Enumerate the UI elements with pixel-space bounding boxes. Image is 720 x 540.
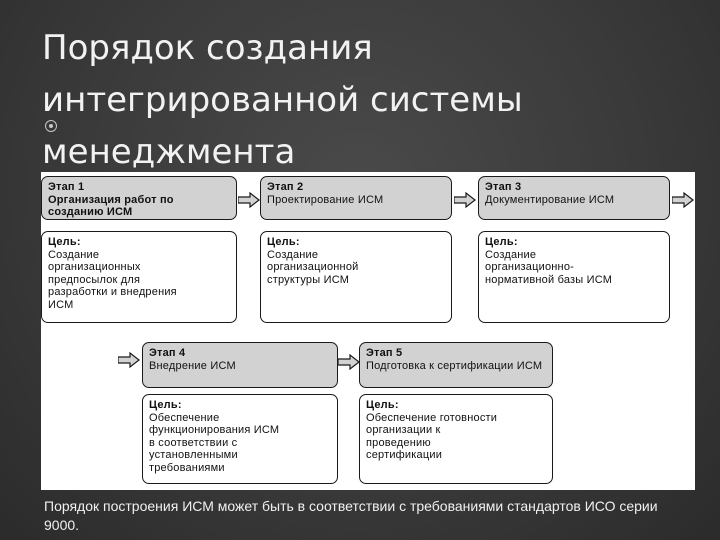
stage-3-goal-box xyxy=(478,231,670,323)
arrow-right-icon xyxy=(454,192,476,208)
stage-3-goal-text: Создание организационно- нормативной базы ИСМ xyxy=(485,248,613,286)
stage-1-name: Организация работ по созданию ИСМ xyxy=(48,193,174,218)
stage-2-name: Проектирование ИСМ xyxy=(267,193,384,206)
stage-2-label: Этап 2 xyxy=(267,181,304,193)
stage-5-goal-box xyxy=(359,394,553,484)
stage-4-header xyxy=(142,342,338,388)
stage-3-header xyxy=(478,176,670,220)
stage-3-name: Документирование ИСМ xyxy=(485,193,615,206)
stage-1-goal-text: Создание организационных предпосылок для разработки и внедрения ИСМ xyxy=(48,248,177,311)
stage-4-goal-text: Обеспечение функционирования ИСМ в соответствии с установленными требованиями xyxy=(149,411,280,474)
process-diagram xyxy=(41,172,695,490)
stage-2-goal-label: Цель: xyxy=(267,236,300,248)
stage-5-label: Этап 5 xyxy=(366,347,403,359)
slide-caption: Порядок построения ИСМ может быть в соответствии с требованиями стандартов ИСО серии 9000. xyxy=(44,498,658,533)
title-line-3: менеджмента xyxy=(42,132,296,172)
stage-1-goal-label: Цель: xyxy=(48,236,81,248)
stage-2-goal-text: Создание организационной структуры ИСМ xyxy=(267,248,359,286)
stage-5-header xyxy=(359,342,553,388)
stage-3-goal-label: Цель: xyxy=(485,236,518,248)
stage-2-goal-box xyxy=(260,231,452,323)
bullet-icon xyxy=(45,120,57,132)
arrow-right-icon xyxy=(672,192,694,208)
stage-1-label: Этап 1 xyxy=(48,181,85,193)
arrow-right-icon xyxy=(238,192,260,208)
stage-5-goal-label: Цель: xyxy=(366,399,399,411)
stage-1-header xyxy=(41,176,237,220)
stage-3-label: Этап 3 xyxy=(485,181,522,193)
stage-2-header xyxy=(260,176,452,220)
stage-1-goal-box xyxy=(41,231,237,323)
stage-5-goal-text: Обеспечение готовности организации к проведению сертификации xyxy=(366,411,498,461)
stage-5-name: Подготовка к сертификации ИСМ xyxy=(366,359,543,372)
arrow-right-icon xyxy=(118,352,140,368)
stage-4-goal-label: Цель: xyxy=(149,399,182,411)
stage-4-name: Внедрение ИСМ xyxy=(149,359,236,372)
arrow-right-icon xyxy=(338,354,360,370)
slide-title xyxy=(42,22,682,178)
title-line-2: интегрированной системы xyxy=(42,80,523,120)
stage-4-label: Этап 4 xyxy=(149,347,186,359)
title-line-1: Порядок создания xyxy=(42,28,373,68)
stage-4-goal-box xyxy=(142,394,338,484)
